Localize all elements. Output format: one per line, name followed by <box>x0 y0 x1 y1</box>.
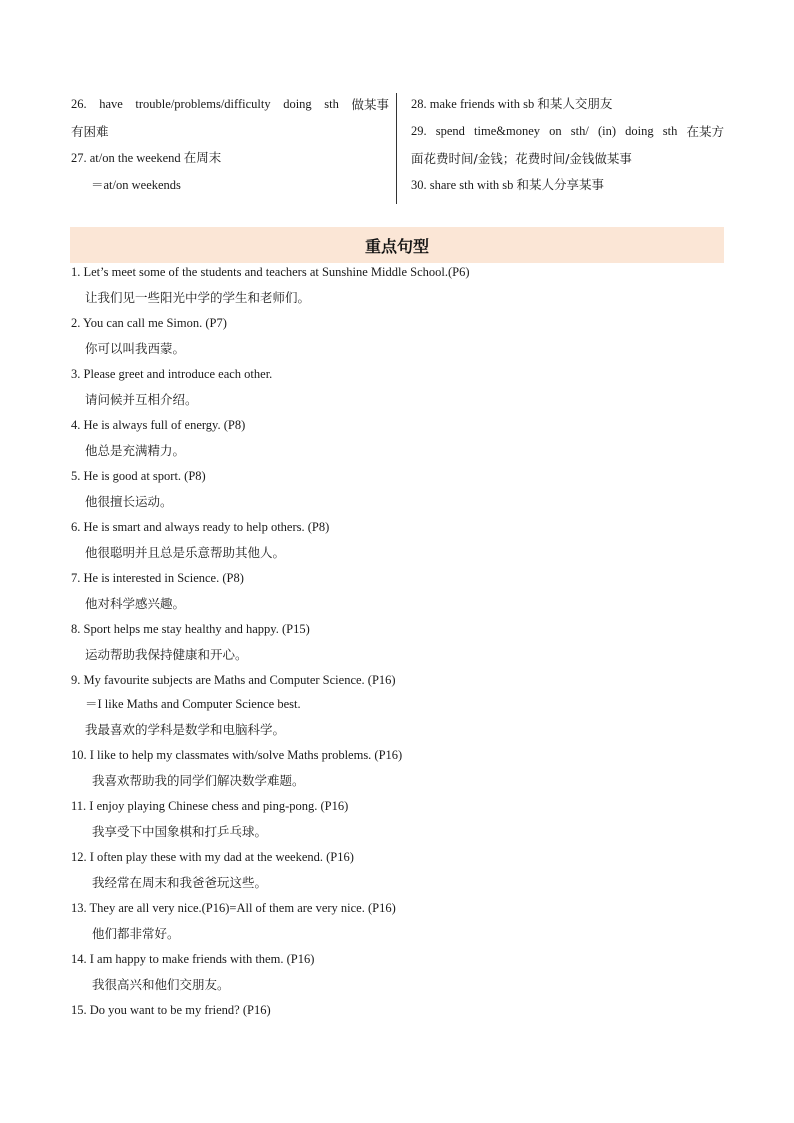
sentence-english: 3. Please greet and introduce each other. <box>71 367 273 381</box>
sentence-chinese: 他很擅长运动。 <box>85 494 173 509</box>
phrase-word: on <box>549 124 562 138</box>
sentence-chinese: 他对科学感兴趣。 <box>85 596 186 611</box>
phrase-word: sth <box>662 124 678 138</box>
sentence-english: 15. Do you want to be my friend? (P16) <box>71 1003 271 1017</box>
section-title: 重点句型 <box>364 236 429 256</box>
sentence-chinese: 我喜欢帮助我的同学们解决数学难题。 <box>92 773 305 788</box>
phrase-28: 28. make friends with sb 和某人交朋友 <box>411 97 613 111</box>
phrase-word: sth <box>324 97 339 111</box>
phrase-word: doing <box>625 124 654 138</box>
phrase-word: trouble/problems/difficulty <box>135 97 271 111</box>
sentence-english: 13. They are all very nice.(P16)=All of them are very nice. (P16) <box>71 901 396 915</box>
section-heading <box>70 227 724 263</box>
phrase-word: sth/ <box>570 124 589 138</box>
sentence-chinese: 我最喜欢的学科是数学和电脑科学。 <box>85 722 286 737</box>
phrase-word: spend <box>435 124 465 138</box>
sentence-english: 1. Let’s meet some of the students and teachers at Sunshine Middle School.(P6) <box>71 265 470 279</box>
sentence-chinese: 他总是充满精力。 <box>85 443 186 458</box>
sentence-item <box>71 568 724 619</box>
sentence-item <box>71 517 724 568</box>
sentence-chinese: 让我们见一些阳光中学的学生和老师们。 <box>85 290 311 305</box>
sentence-item <box>71 619 724 670</box>
phrase-27: 27. at/on the weekend 在周末 <box>71 151 222 165</box>
phrase-word: doing <box>283 97 312 111</box>
sentence-chinese: 请问候并互相介绍。 <box>85 392 198 407</box>
sentence-english: 2. You can call me Simon. (P7) <box>71 316 227 330</box>
phrase-word: (in) <box>597 124 617 138</box>
sentence-chinese: 我享受下中国象棋和打乒乓球。 <box>92 824 268 839</box>
sentence-item <box>71 1000 724 1024</box>
sentence-item <box>71 415 724 466</box>
sentence-chinese: 你可以叫我西蒙。 <box>85 341 186 356</box>
sentence-item <box>71 670 724 745</box>
sentence-chinese: 运动帮助我保持健康和开心。 <box>85 647 248 662</box>
sentence-chinese: 我很高兴和他们交朋友。 <box>92 977 230 992</box>
sentence-list <box>71 262 724 1024</box>
sentence-english: 6. He is smart and always ready to help others. (P8) <box>71 520 330 534</box>
phrase-26-line-2: 有困难 <box>71 124 109 139</box>
phrase-column-left <box>71 91 389 199</box>
phrase-27-equivalent: ＝at/on weekends <box>91 178 181 192</box>
sentence-item <box>71 262 724 313</box>
sentence-item <box>71 313 724 364</box>
phrase-word: 做某事 <box>351 97 389 112</box>
sentence-item <box>71 364 724 415</box>
sentence-english: 12. I often play these with my dad at the weekend. (P16) <box>71 850 354 864</box>
sentence-alternative: ＝I like Maths and Computer Science best. <box>85 697 301 711</box>
sentence-chinese: 我经常在周末和我爸爸玩这些。 <box>92 875 268 890</box>
sentence-english: 14. I am happy to make friends with them. (P16) <box>71 952 315 966</box>
sentence-item <box>71 898 724 949</box>
sentence-item <box>71 745 724 796</box>
phrase-29-line-2: 面花费时间/金钱；花费时间/金钱做某事 <box>411 151 632 166</box>
sentence-english: 8. Sport helps me stay healthy and happy. (P15) <box>71 622 310 636</box>
sentence-english: 10. I like to help my classmates with/solve Maths problems. (P16) <box>71 748 403 762</box>
column-divider <box>396 93 397 204</box>
phrase-word: time&money <box>474 124 541 138</box>
sentence-item <box>71 796 724 847</box>
sentence-english: 4. He is always full of energy. (P8) <box>71 418 246 432</box>
sentence-item <box>71 847 724 898</box>
phrase-column-right <box>411 91 724 199</box>
phrase-word: 在某方 <box>686 124 724 139</box>
phrase-29-line-1 <box>411 118 724 145</box>
sentence-english: 9. My favourite subjects are Maths and Computer Science. (P16) <box>71 673 396 687</box>
sentence-chinese: 他们都非常好。 <box>92 926 180 941</box>
sentence-english: 11. I enjoy playing Chinese chess and ping-pong. (P16) <box>71 799 349 813</box>
phrase-list <box>71 91 724 204</box>
phrase-word: 29. <box>411 124 427 138</box>
phrase-26-line-1 <box>71 91 389 118</box>
sentence-english: 5. He is good at sport. (P8) <box>71 469 206 483</box>
sentence-english: 7. He is interested in Science. (P8) <box>71 571 244 585</box>
sentence-chinese: 他很聪明并且总是乐意帮助其他人。 <box>85 545 286 560</box>
phrase-word: 26. <box>71 97 87 111</box>
phrase-word: have <box>99 97 123 111</box>
sentence-item <box>71 466 724 517</box>
phrase-30: 30. share sth with sb 和某人分享某事 <box>411 178 605 192</box>
sentence-item <box>71 949 724 1000</box>
